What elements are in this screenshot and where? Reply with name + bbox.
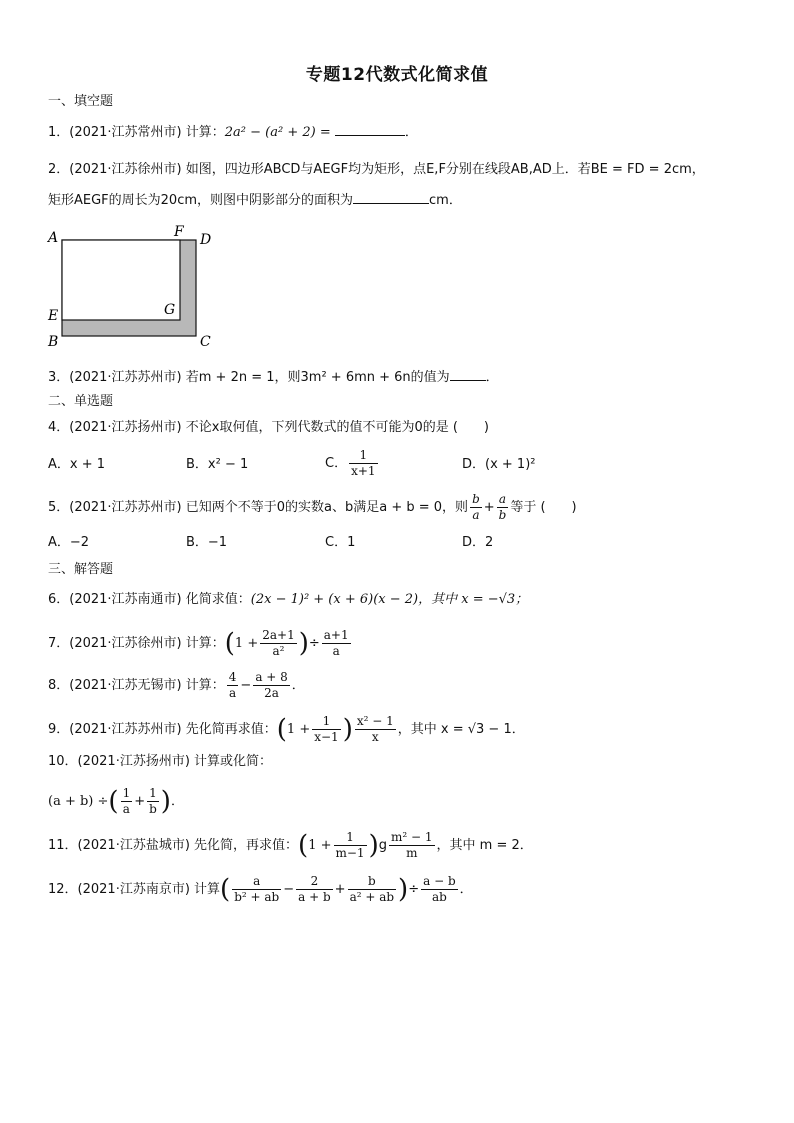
q12-f3-den: a² + ab (349, 890, 395, 904)
q2-unit: cm． (429, 193, 462, 208)
q11-label: 11．(2021·江苏盐城市) 先化简，再求值： (48, 838, 299, 853)
q5-f2-num: a (497, 492, 509, 508)
q7-f1-num: 2a+1 (262, 628, 295, 642)
question-5-stem: 5．(2021·江苏苏州市) 已知两个不等于0的实数a、b满足a + b = 0，则 $\frac{b}{a}$ + $\frac{a}{b}$ 等于 ( ) (48, 492, 577, 522)
question-1 (48, 121, 758, 143)
q10-f1-den: a (122, 802, 130, 816)
q8-f2-den: 2a (264, 686, 279, 700)
q9-f1-den: x−1 (314, 730, 339, 744)
q5-option-b[interactable]: B．−1 (186, 535, 228, 550)
q11-fraction-2 (389, 830, 435, 861)
q9-f1-num: 1 (312, 714, 340, 730)
label-b: B (48, 334, 59, 350)
q5-option-d[interactable]: D．2 (462, 535, 494, 550)
q8-operator: − (240, 678, 252, 693)
q10-f1-num: 1 (122, 786, 131, 800)
q9-f2-den: x (371, 730, 379, 744)
q10-f2-den: b (149, 802, 157, 816)
section-single-heading: 二、单选题 (48, 394, 114, 409)
label-e: E (48, 308, 59, 324)
q8-f1-num: 4 (228, 670, 237, 684)
q9-end: ，其中 x = √3 − 1． (397, 722, 525, 737)
q7-fraction-1 (260, 628, 296, 659)
q4-option-c[interactable] (325, 448, 380, 479)
q8-fraction-2 (253, 670, 289, 701)
q6-expression: (2x − 1)² + (x + 6)(x − 2)，其中 x = −√3； (250, 592, 529, 607)
q12-operator-1: − (283, 882, 295, 897)
q1-answer-blank[interactable] (335, 121, 405, 136)
q8-label: 8．(2021·江苏无锡市) 计算： (48, 678, 225, 693)
q1-end: ． (404, 125, 418, 140)
q11-f1-den: m−1 (335, 846, 365, 860)
label-f: F (174, 224, 184, 240)
q5-f1-num: b (472, 492, 480, 506)
q5-fraction-1 (470, 492, 482, 523)
q5-f2-den: b (498, 508, 507, 522)
q11-end: ，其中 m = 2． (436, 838, 533, 853)
q11-f1-num: 1 (334, 830, 367, 846)
label-a: A (48, 230, 59, 246)
q10-fraction-2 (147, 786, 159, 817)
q1-label: 1．(2021·江苏常州市) 计算： (48, 125, 225, 140)
q12-f1-num: a (232, 874, 281, 890)
question-9: 9．(2021·江苏苏州市) 先化简再求值：(1 + $\frac{1}{x-1}$ ) $\frac{\text{x² − 1}}{x}$ ，其中 x = √3 − 1． (48, 714, 525, 745)
q11-f2-den: m (406, 846, 418, 860)
q12-operator-3: ÷ (408, 882, 420, 897)
question-2-line-1: 2．(2021·江苏徐州市) 如图，四边形ABCD与AEGF均为矩形，点E,F分别在线段AB,AD上．若BE = FD = 2cm， (48, 162, 705, 177)
q12-fraction-1 (232, 874, 281, 905)
q8-end: ． (291, 678, 305, 693)
q12-f4-num: a − b (423, 874, 456, 888)
q4-option-a[interactable]: A．x + 1 (48, 457, 106, 472)
q12-f2-den: a + b (298, 890, 331, 904)
q7-f1-den: a² (272, 644, 285, 658)
q5-stem-b: 等于 ( ) (510, 500, 577, 515)
q7-f2-num: a+1 (323, 628, 349, 642)
q5-fraction-2 (497, 492, 509, 523)
q12-fraction-3 (348, 874, 396, 905)
q12-f1-den: b² + ab (234, 890, 280, 904)
question-10-label: 10．(2021·江苏扬州市) 计算或化简： (48, 754, 273, 769)
rectangle-aegf (62, 240, 180, 320)
q10-fraction-1 (121, 786, 133, 817)
q10-expr-a: (a + b) ÷ (48, 794, 109, 809)
q8-fraction-1 (227, 670, 239, 701)
question-12: 12．(2021·江苏南京市) 计算( $\frac{a}{\text{b² + ab}}$ − $\frac{2}{a + b}$ + $\frac{b}{\text{a² + ab}}$ )÷ $\frac{a - b}{ab}$ ． (48, 874, 473, 905)
label-c: C (200, 334, 211, 350)
q11-f2-num: m² − 1 (391, 830, 433, 844)
q2-text: 矩形AEGF的周长为20cm，则图中阴影部分的面积为 (48, 193, 354, 208)
page-title: 专题12代数式化简求值 (305, 65, 489, 85)
question-4-stem: 4．(2021·江苏扬州市) 不论x取何值，下列代数式的值不可能为0的是 ( ) (48, 420, 490, 435)
q7-label: 7．(2021·江苏徐州市) 计算： (48, 636, 225, 651)
q3-answer-blank[interactable] (450, 366, 486, 381)
q10-f2-num: 1 (147, 786, 159, 802)
question-10-expression: (a + b) ÷( $\frac{1}{a}$ + $\frac{1}{b}$ )． (48, 786, 184, 817)
rectangle-diagram (44, 222, 224, 352)
q12-label: 12．(2021·江苏南京市) 计算 (48, 882, 221, 897)
label-g: G (164, 302, 176, 318)
q12-f2-num: 2 (296, 874, 333, 890)
q4-c-numerator: 1 (349, 448, 377, 464)
q4-option-c-label: C． (325, 456, 348, 471)
q3-end: ． (485, 370, 499, 385)
question-7: 7．(2021·江苏徐州市) 计算：(1 + $\frac{2a+1}{\text{a²}}$ )÷ $\frac{a+1}{a}$ (48, 628, 349, 659)
q9-f2-num: x² − 1 (356, 714, 394, 728)
q9-one: 1 + (286, 722, 311, 737)
q6-label: 6．(2021·江苏南通市) 化简求值： (48, 592, 251, 607)
q12-fraction-2 (296, 874, 333, 905)
q5-option-a[interactable]: A．−2 (48, 535, 90, 550)
q5-option-c[interactable]: C．1 (325, 535, 356, 550)
question-6 (48, 590, 758, 610)
section-solve-heading: 三、解答题 (48, 562, 114, 577)
q4-option-b[interactable]: B．x² − 1 (186, 457, 249, 472)
q8-f2-num: a + 8 (255, 670, 288, 684)
label-d: D (200, 232, 212, 248)
q7-fraction-2 (322, 628, 351, 659)
q4-c-denominator: x+1 (351, 464, 376, 478)
section-fill-heading: 一、填空题 (48, 94, 114, 109)
question-8 (48, 670, 758, 701)
q5-f1-den: a (472, 508, 480, 522)
q4-option-c-fraction (349, 448, 377, 479)
q9-fraction-2 (355, 714, 396, 745)
q10-end: ． (170, 794, 184, 809)
q5-stem-a: 5．(2021·江苏苏州市) 已知两个不等于0的实数a、b满足a + b = 0，则 (48, 500, 469, 515)
question-2-line-2 (48, 189, 758, 211)
q12-fraction-4 (421, 874, 458, 905)
q11-mid: g (378, 838, 387, 853)
q7-f2-den: a (332, 644, 340, 658)
q3-text: 3．(2021·江苏苏州市) 若m + 2n = 1，则3m² + 6mn + 6n的值为 (48, 370, 450, 385)
q7-one: 1 + (234, 636, 259, 651)
q9-fraction-1 (312, 714, 340, 745)
q11-fraction-1 (334, 830, 367, 861)
q11-one: 1 + (308, 838, 332, 853)
q4-option-d[interactable]: D．(x + 1)² (462, 457, 536, 472)
q12-f3-num: b (348, 874, 396, 890)
q12-f4-den: ab (431, 890, 447, 904)
question-11: 11．(2021·江苏盐城市) 先化简，再求值：(1 + $\frac{1}{m-1}$ )g $\frac{\text{m² − 1}}{m}$ ，其中 m = 2． (48, 830, 533, 861)
q2-answer-blank[interactable] (353, 189, 429, 204)
q10-operator: + (134, 794, 146, 809)
q12-end: ． (459, 882, 473, 897)
q8-f1-den: a (229, 686, 237, 700)
q7-operator: ÷ (308, 636, 320, 651)
q12-operator-2: + (334, 882, 346, 897)
question-3 (48, 366, 758, 388)
q9-label: 9．(2021·江苏苏州市) 先化简再求值： (48, 722, 277, 737)
q1-expression: 2a² − (a² + 2) = (224, 125, 331, 140)
